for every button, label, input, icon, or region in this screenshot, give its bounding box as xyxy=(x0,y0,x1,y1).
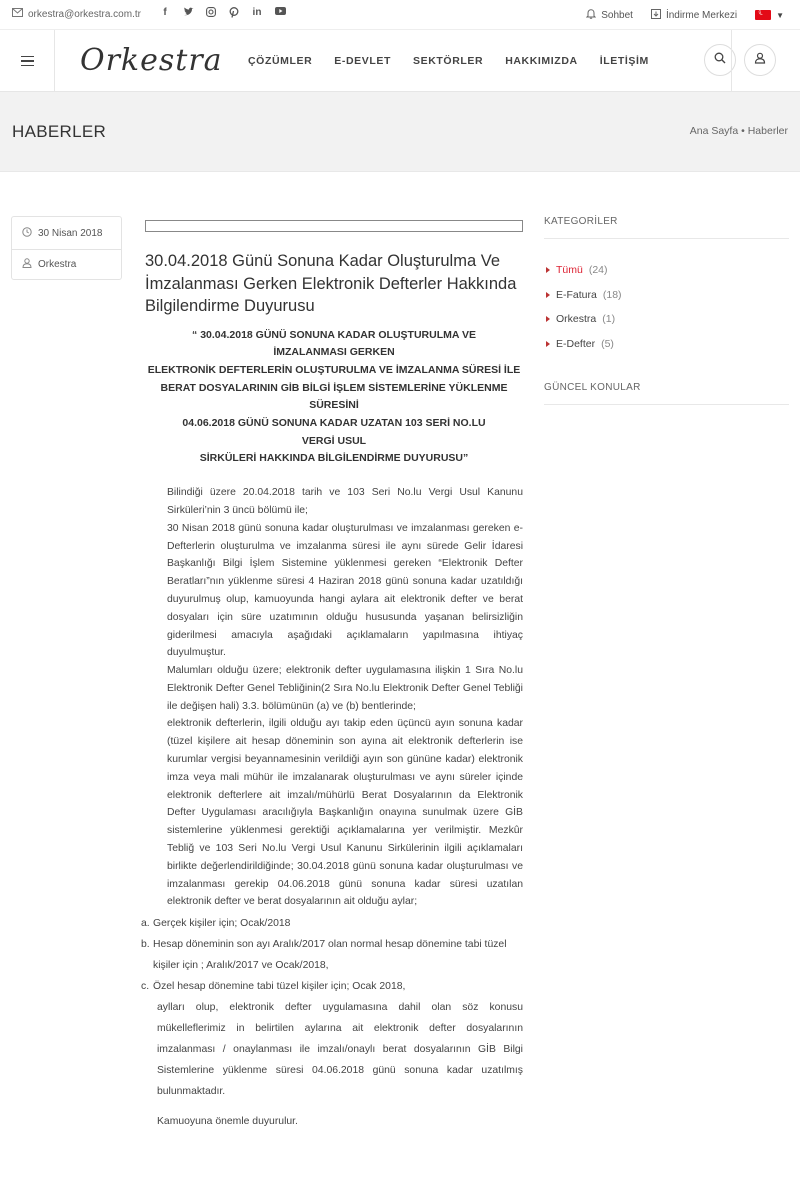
main-nav xyxy=(248,55,649,67)
main-header xyxy=(0,30,800,92)
top-bar xyxy=(0,0,800,30)
nav-item-hakkimizda[interactable]: HAKKIMIZDA xyxy=(505,55,578,67)
category-count: (1) xyxy=(602,313,616,326)
caret-right-icon xyxy=(546,267,550,273)
category-count: (18) xyxy=(602,288,622,301)
post-author xyxy=(12,249,121,279)
category-item-e-fatura[interactable] xyxy=(544,283,789,308)
list-item xyxy=(141,976,523,997)
list-marker: c. xyxy=(141,981,150,993)
chat-link[interactable] xyxy=(586,8,633,22)
subheading-line: “ 30.04.2018 GÜNÜ SONUNA KADAR OLUŞTURULMA VE İMZALANMASI GERKEN xyxy=(192,328,476,359)
hamburger-icon-line xyxy=(21,60,34,62)
paragraph: 30 Nisan 2018 günü sonuna kadar oluşturulması ve imzalanması gereken e-Defterlerin oluşturulma ve imzalanma süresi ile aynı sürede Gelir İdaresi Başkanlığı Bilgi İşlem Sistemine yüklenmesi gereken “Elektronik Defter Beratları”nın yüklenme süresi 4 Haziran 2018 günü sonuna kadar uzatıldığı duyurulmuş olup, kamuoyunda hangi aylara ait elektronik defter ve berat dosyaları için süre uzatımının olduğu hususunda yaşanan belirsizliğin giderilmesi amacıyla aşağıdaki açıklamaların yapılmasına ihtiyaç duyulmuştur. xyxy=(167,522,523,659)
list-marker: a. xyxy=(141,918,150,930)
search-icon xyxy=(714,51,726,69)
site-logo[interactable]: Orkestra xyxy=(80,43,223,78)
turkey-flag-icon xyxy=(755,10,771,20)
menu-toggle-button[interactable] xyxy=(0,30,55,92)
article-image-placeholder xyxy=(145,220,523,232)
nav-item-iletisim[interactable]: İLETİŞİM xyxy=(599,55,649,67)
download-center-link[interactable] xyxy=(651,9,737,22)
caret-right-icon xyxy=(546,316,550,322)
header-divider xyxy=(731,30,732,92)
nav-item-cozumler[interactable]: ÇÖZÜMLER xyxy=(248,55,313,67)
caret-right-icon xyxy=(546,292,550,298)
topics-title: GÜNCEL KONULAR xyxy=(544,382,789,405)
download-icon xyxy=(651,9,661,22)
list-item xyxy=(141,934,523,976)
list-text: Özel hesap dönemine tabi tüzel kişiler için; Ocak 2018, xyxy=(153,981,406,993)
breadcrumb-current: Haberler xyxy=(747,125,788,137)
user-icon xyxy=(754,51,766,69)
mail-icon xyxy=(12,8,23,20)
caret-down-icon: ▼ xyxy=(776,10,784,20)
breadcrumb-home[interactable]: Ana Sayfa xyxy=(689,125,739,137)
category-name: E-Fatura xyxy=(556,288,597,301)
email-link[interactable] xyxy=(12,8,141,20)
breadcrumb-separator: • xyxy=(741,125,745,137)
email-text: orkestra@orkestra.com.tr xyxy=(28,8,141,20)
article xyxy=(141,220,523,1128)
article-title: 30.04.2018 Günü Sonuna Kadar Oluşturulma Ve İmzalanması Gerken Elektronik Defterler Hakkında Bilgilendirme Duyurusu xyxy=(145,252,517,315)
bell-icon xyxy=(586,8,596,22)
instagram-icon[interactable] xyxy=(206,7,216,19)
list-item xyxy=(141,913,523,934)
category-list xyxy=(544,258,789,356)
category-name: E-Defter xyxy=(556,337,596,350)
subheading-line: ELEKTRONİK DEFTERLERİN OLUŞTURULMA VE İMZALANMA SÜRESİ İLE BERAT DOSYALARININ GİB BİLGİ İŞLEM SİSTEMLERİNE YÜKLENME SÜRESİNİ xyxy=(147,363,521,412)
category-item-orkestra[interactable] xyxy=(544,307,789,332)
twitter-icon[interactable] xyxy=(183,7,193,19)
page-title-bar xyxy=(0,92,800,172)
category-name: Tümü xyxy=(556,264,583,277)
post-date-text: 30 Nisan 2018 xyxy=(38,227,103,239)
clock-icon xyxy=(22,227,32,240)
closing-note: Kamuoyuna önemle duyurulur. xyxy=(157,1116,298,1128)
hamburger-icon-line xyxy=(21,65,34,67)
article-subheading xyxy=(145,327,523,469)
subheading-line: 04.06.2018 GÜNÜ SONUNA KADAR UZATAN 103 SERİ NO.LU VERGİ USUL xyxy=(182,417,486,447)
post-meta xyxy=(11,216,122,280)
facebook-icon[interactable]: f xyxy=(163,7,167,18)
sidebar xyxy=(544,216,789,405)
page-title: HABERLER xyxy=(12,122,107,141)
nav-item-sektorler[interactable]: SEKTÖRLER xyxy=(413,55,484,67)
month-list xyxy=(141,913,523,997)
language-selector[interactable] xyxy=(755,10,784,20)
category-item-tumu[interactable] xyxy=(544,258,789,283)
post-date xyxy=(12,217,121,249)
list-text: Hesap döneminin son ayı Aralık/2017 olan normal hesap dönemine tabi tüzel kişiler için ; Aralık/2017 ve Ocak/2018, xyxy=(153,939,507,972)
list-text: Gerçek kişiler için; Ocak/2018 xyxy=(153,918,291,930)
paragraph: Bilindiği üzere 20.04.2018 tarih ve 103 Seri No.lu Vergi Usul Kanunu Sirküleri’nin 3 üncü bölümü ile; xyxy=(167,487,523,516)
hamburger-icon-line xyxy=(21,56,34,58)
subheading-line: SİRKÜLERİ HAKKINDA BİLGİLENDİRME DUYURUSU” xyxy=(199,452,469,465)
account-button[interactable] xyxy=(744,44,776,76)
user-icon xyxy=(22,258,32,271)
post-author-text[interactable]: Orkestra xyxy=(38,259,77,270)
list-marker: b. xyxy=(141,939,150,951)
breadcrumb xyxy=(690,125,788,137)
nav-item-e-devlet[interactable]: E-DEVLET xyxy=(334,55,392,67)
caret-right-icon xyxy=(546,341,550,347)
youtube-icon[interactable] xyxy=(275,7,285,19)
categories-title: KATEGORİLER xyxy=(544,216,789,239)
category-count: (24) xyxy=(588,264,608,277)
paragraph: elektronik defterlerin, ilgili olduğu ayı takip eden üçüncü ayın sonuna kadar (tüzel kişilere ait hesap döneminin son ayına ait elektronik defterlerin ise kurumlar vergisi beyannamesinin verildiği ayın son gününe kadar) elektronik imza veya mali mühür ile imzalanarak oluşturulması ve aynı süreler içinde elektronik defterlere ait imzalı/mühürlü Berat Dosyalarının da Elektronik Defter Uygulaması aracılığıyla Başkanlığın onayına sunulmak üzere GİB sistemlerine yüklenmesi gerektiği açıklamalarına yer verilmiştir. Mezkûr Tebliğ ve 103 Seri No.lu Vergi Usul Kanunu Sirkülerinin ilgili açıklamaları birlikte değerlendirildiğinde; 30.04.2018 günü sonuna kadar oluşturulması ve imzalanması gerekip 04.06.2018 günü sonuna kadar süresi uzatılan elektronik defter ve berat dosyalarının ait olduğu aylar; xyxy=(167,718,523,908)
pinterest-icon[interactable] xyxy=(229,7,239,19)
category-item-e-defter[interactable] xyxy=(544,332,789,357)
download-label: İndirme Merkezi xyxy=(665,9,738,21)
linkedin-icon[interactable]: in xyxy=(252,7,262,18)
social-links xyxy=(160,7,285,19)
closing-paragraph: aylları olup, elektronik defter uygulamasına dahil olan söz konusu mükelleflerimiz in belirtilen aylarına ait elektronik defter dosyalarının imzalanması / onaylanması ile imzalı/onaylı berat dosyalarının GİB Bilgi Sistemlerine yüklenme süresi 04.06.2018 günü sonuna kadar uzatılmış bulunmaktadır. xyxy=(157,1002,523,1098)
chat-label: Sohbet xyxy=(601,9,633,21)
category-name: Orkestra xyxy=(556,313,597,326)
category-count: (5) xyxy=(601,337,614,350)
article-body xyxy=(167,484,523,911)
paragraph: Malumları olduğu üzere; elektronik defter uygulamasına ilişkin 1 Sıra No.lu Elektronik Defter Genel Tebliğinin(2 Sıra No.lu Elektronik Defter Genel Tebliği ile değişen hali) 3.3. bölümünün (a) ve (b) bentlerinde; xyxy=(167,665,523,712)
